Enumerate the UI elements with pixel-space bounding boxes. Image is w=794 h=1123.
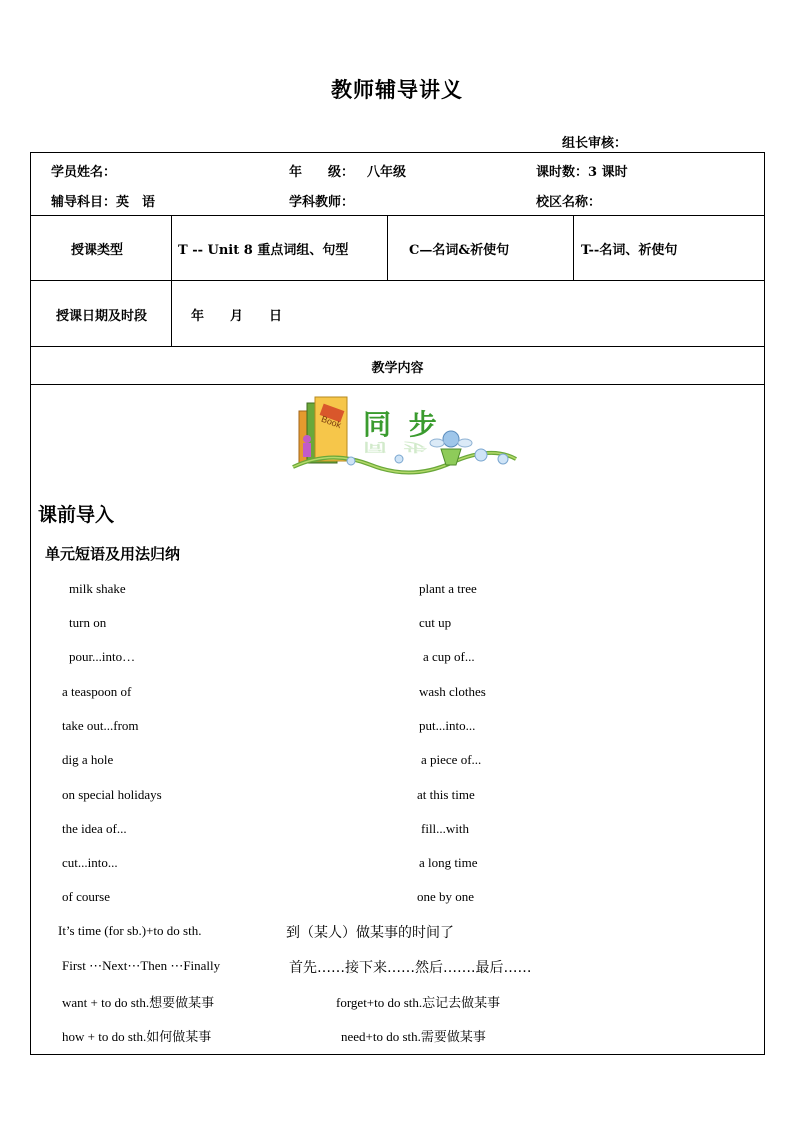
phrase-right: one by one — [417, 889, 475, 904]
campus-label: 校区名称： — [536, 195, 602, 210]
phrase-left: milk shake — [69, 581, 126, 596]
usage-right: 首先……接下来……然后…….最后…… — [289, 960, 532, 976]
divider — [31, 215, 764, 216]
usage-left: First ⋯Next⋯Then ⋯Finally — [62, 958, 221, 973]
usage-left: want + to do sth.想要做某事 — [62, 995, 215, 1010]
grade-value: 八年级 — [367, 165, 407, 180]
student-name-label: 学员姓名： — [51, 165, 117, 180]
divider — [387, 215, 388, 280]
date-label: 授课日期及时段 — [56, 309, 148, 324]
section-title: 课前导入 — [38, 504, 115, 526]
usage-left: how + to do sth.如何做某事 — [62, 1029, 212, 1044]
logo-title: 同 步 — [363, 408, 441, 441]
usage-right: 到（某人）做某事的时间了 — [286, 925, 454, 941]
phrase-right: at this time — [417, 787, 475, 802]
divider — [31, 280, 764, 281]
phrase-right: a long time — [419, 855, 478, 870]
phrase-right: a piece of... — [421, 752, 482, 767]
phrase-right: put...into... — [419, 718, 476, 733]
divider — [573, 215, 574, 280]
course-type-t2: T--名词、祈使句 — [581, 243, 678, 258]
content-header: 教学内容 — [371, 361, 424, 376]
usage-right: forget+to do sth.忘记去做某事 — [336, 995, 501, 1010]
divider — [171, 215, 172, 346]
usage-right: need+to do sth.需要做某事 — [341, 1029, 486, 1044]
divider — [31, 346, 764, 347]
phrase-right: a cup of... — [423, 649, 475, 664]
subject-label: 辅导科目：英 语 — [51, 195, 156, 210]
course-type-label: 授课类型 — [71, 243, 124, 258]
subsection-title: 单元短语及用法归纳 — [45, 545, 181, 563]
usage-left: It’s time (for sb.)+to do sth. — [58, 923, 202, 938]
course-type-t1: T -- Unit 8 重点词组、句型 — [178, 243, 349, 258]
phrase-right: fill...with — [421, 821, 470, 836]
phrase-left: take out...from — [62, 718, 139, 733]
phrase-left: dig a hole — [62, 752, 114, 767]
phrase-left: a teaspoon of — [62, 684, 132, 699]
page-title: 教师辅导讲义 — [331, 77, 463, 102]
divider — [31, 384, 764, 385]
course-type-c: C—名词&祈使句 — [409, 243, 510, 258]
phrase-left: pour...into… — [69, 649, 136, 664]
date-value: 年 月 日 — [191, 309, 283, 324]
class-hours: 课时数：3 课时 — [536, 165, 628, 180]
logo-book-text: Book — [319, 413, 343, 431]
phrase-left: on special holidays — [62, 787, 162, 802]
phrase-right: plant a tree — [419, 581, 477, 596]
logo-title-reflection: 同 步 — [363, 440, 432, 454]
grade-label: 年 级： — [289, 165, 355, 180]
teacher-label: 学科教师： — [289, 195, 355, 210]
phrase-left: turn on — [69, 615, 107, 630]
phrase-right: cut up — [419, 615, 452, 630]
lesson-table — [30, 152, 765, 1055]
reviewer-label: 组长审核： — [562, 136, 628, 151]
phrase-left: of course — [62, 889, 111, 904]
phrase-left: the idea of... — [62, 821, 127, 836]
sync-logo — [291, 389, 521, 489]
phrase-right: wash clothes — [419, 684, 486, 699]
phrase-left: cut...into... — [62, 855, 118, 870]
